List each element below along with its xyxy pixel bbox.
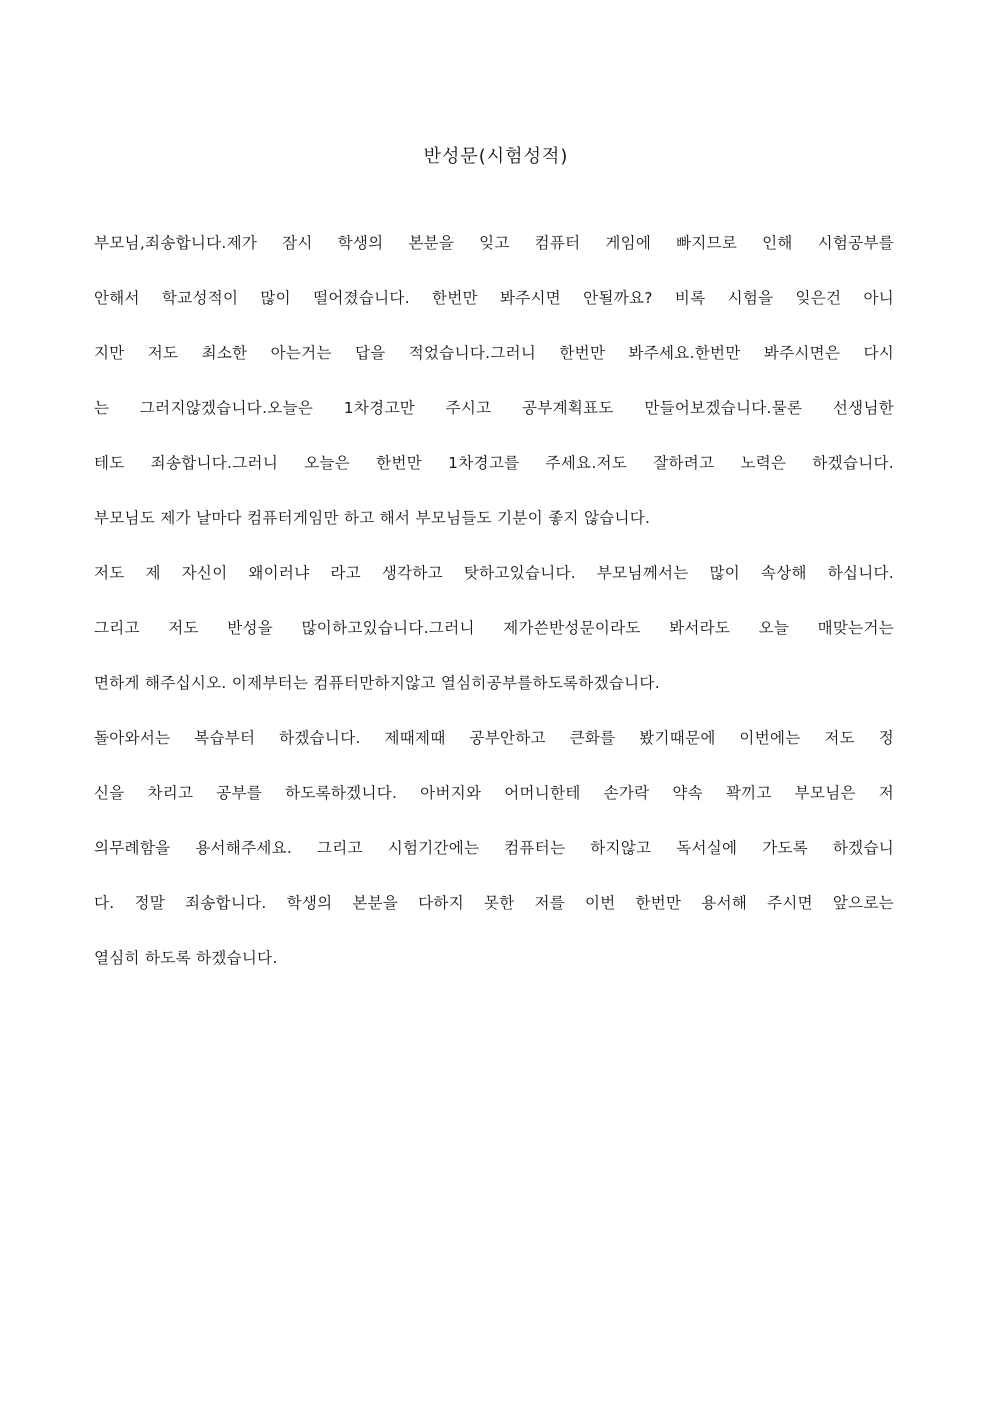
body-line: 저도 제 자신이 왜이러냐 라고 생각하고 탓하고있습니다. 부모님께서는 많이 속상해 하십니다. — [94, 564, 894, 582]
body-line: 테도 죄송합니다.그러니 오늘은 한번만 1차경고를 주세요.저도 잘하려고 노력은 하겠습니다. — [94, 454, 894, 472]
body-line: 신을 차리고 공부를 하도록하겠니다. 아버지와 어머니한테 손가락 약속 꽉끼고 부모님은 저 — [94, 784, 894, 802]
body-line: 그리고 저도 반성을 많이하고있습니다.그러니 제가쓴반성문이라도 봐서라도 오늘 매맞는거는 — [94, 619, 894, 637]
body-line: 는 그러지않겠습니다.오늘은 1차경고만 주시고 공부계획표도 만들어보겠습니다.물론 선생님한 — [94, 399, 894, 417]
body-line: 의무례함을 용서해주세요. 그리고 시험기간에는 컴퓨터는 하지않고 독서실에 가도록 하겠습니 — [94, 839, 894, 857]
body-line: 면하게 해주십시오. 이제부터는 컴퓨터만하지않고 열심히공부를하도록하겠습니다. — [94, 674, 660, 692]
body-line: 부모님도 제가 날마다 컴퓨터게임만 하고 해서 부모님들도 기분이 좋지 않습니다. — [94, 509, 651, 527]
document-title: 반성문(시험성적) — [423, 146, 569, 167]
body-line: 열심히 하도록 하겠습니다. — [94, 949, 278, 967]
body-line: 다. 정말 죄송합니다. 학생의 본분을 다하지 못한 저를 이번 한번만 용서해 주시면 앞으로는 — [94, 894, 894, 912]
body-line: 돌아와서는 복습부터 하겠습니다. 제때제때 공부안하고 큰화를 봤기때문에 이번에는 저도 정 — [94, 729, 894, 747]
body-line: 안해서 학교성적이 많이 떨어졌습니다. 한번만 봐주시면 안될까요? 비록 시험을 잊은건 아니 — [94, 289, 894, 307]
body-line: 지만 저도 최소한 아는거는 답을 적었습니다.그러니 한번만 봐주세요.한번만 봐주시면은 다시 — [94, 344, 894, 362]
body-line: 부모님,죄송합니다.제가 잠시 학생의 본분을 잊고 컴퓨터 게임에 빠지므로 인해 시험공부를 — [94, 234, 894, 252]
